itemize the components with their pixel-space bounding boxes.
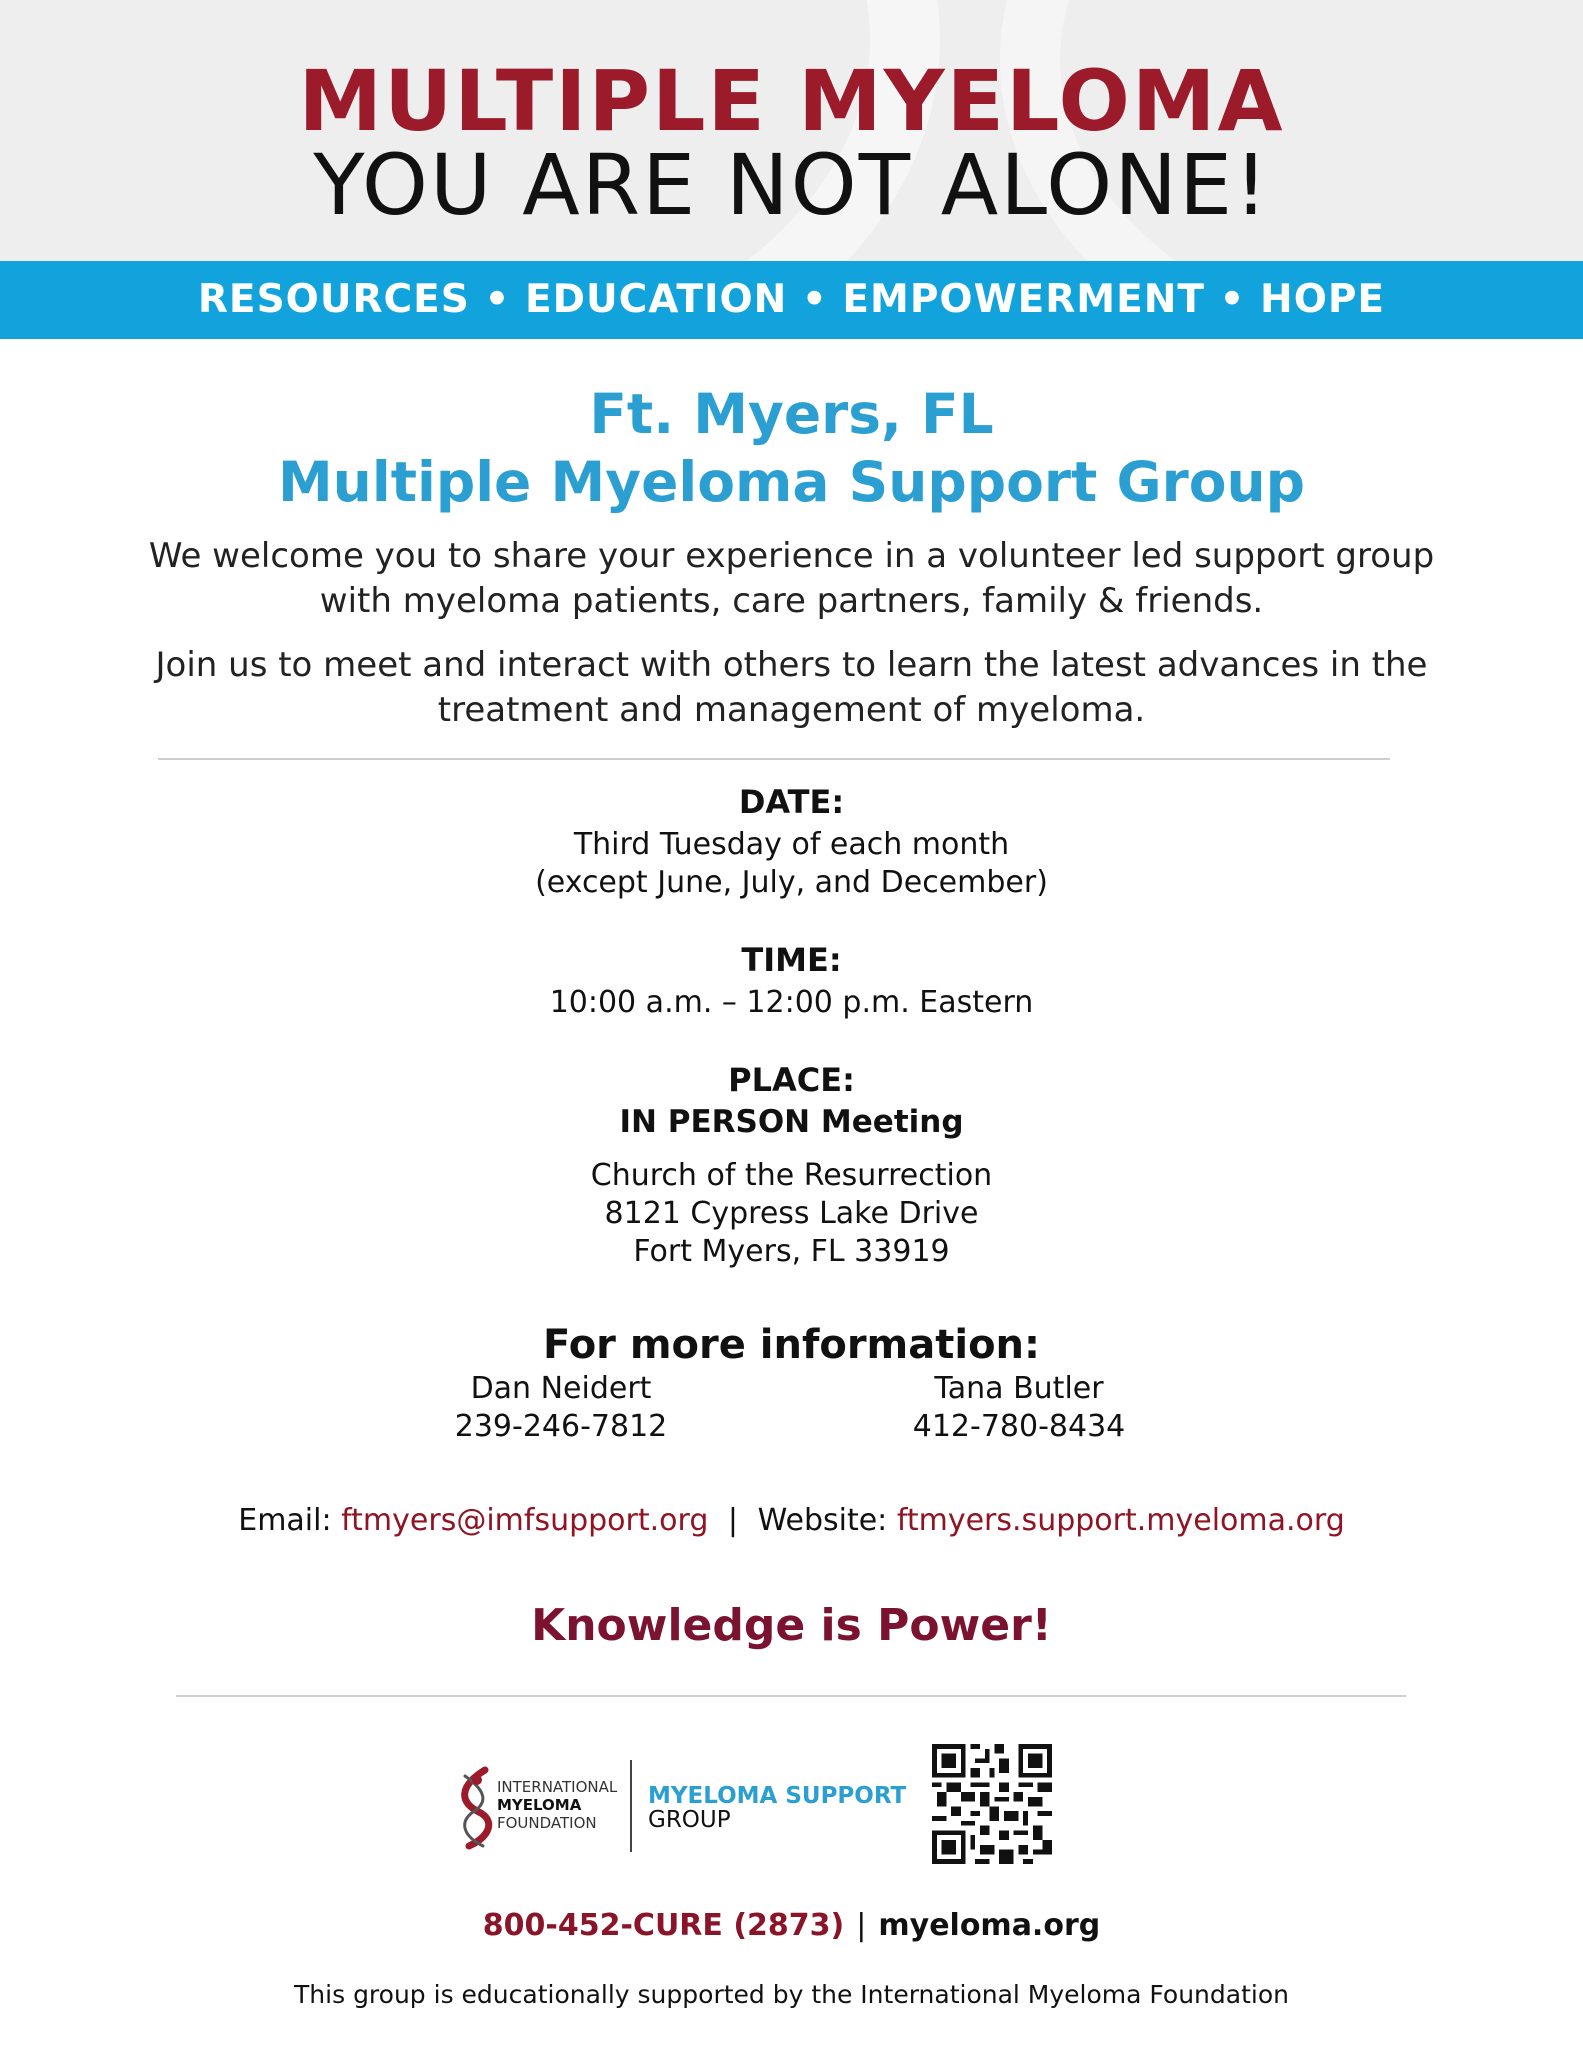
support-group-logo bbox=[648, 1784, 906, 1832]
welcome-line-2: with myeloma patients, care partners, family & friends. bbox=[319, 581, 1264, 621]
tagline-banner: RESOURCES • EDUCATION • EMPOWERMENT • HOPE bbox=[0, 261, 1583, 339]
welcome-line-1: We welcome you to share your experience in a volunteer led support group bbox=[148, 536, 1435, 576]
date-label: DATE: bbox=[738, 783, 845, 821]
divider bbox=[176, 1695, 1406, 1697]
email-label: Email: bbox=[238, 1503, 332, 1538]
hotline-phone[interactable]: 800-452-CURE (2873) bbox=[482, 1908, 845, 1943]
join-line-1: Join us to meet and interact with others to learn the latest advances in the bbox=[155, 645, 1428, 685]
msg-line-2: GROUP bbox=[648, 1807, 731, 1833]
welcome-paragraph bbox=[110, 534, 1473, 624]
website-label: Website: bbox=[757, 1503, 888, 1538]
imf-line-2: MYELOMA bbox=[497, 1796, 582, 1814]
join-line-2: treatment and management of myeloma. bbox=[437, 690, 1146, 730]
more-info-heading: For more information: bbox=[542, 1322, 1041, 1368]
support-disclaimer: This group is educationally supported by the International Myeloma Foundation bbox=[294, 1980, 1289, 2009]
date-value: Third Tuesday of each month bbox=[573, 827, 1010, 862]
email-link[interactable]: ftmyers@imfsupport.org bbox=[341, 1503, 709, 1538]
contact-card bbox=[361, 1370, 761, 1446]
divider-bar: | bbox=[856, 1908, 867, 1943]
email-website-line bbox=[0, 1503, 1583, 1538]
contact-phone[interactable]: 239-246-7812 bbox=[454, 1409, 668, 1444]
slogan: Knowledge is Power! bbox=[531, 1600, 1052, 1651]
contact-phone[interactable]: 412-780-8434 bbox=[912, 1409, 1126, 1444]
imf-line-1: INTERNATIONAL bbox=[497, 1778, 618, 1796]
join-paragraph bbox=[110, 643, 1473, 733]
group-name: Multiple Myeloma Support Group bbox=[277, 450, 1306, 514]
place-type: IN PERSON Meeting bbox=[619, 1104, 964, 1140]
imf-line-3: FOUNDATION bbox=[497, 1814, 597, 1832]
title-line-1: MULTIPLE MYELOMA bbox=[298, 52, 1285, 150]
divider-bar: | bbox=[727, 1503, 739, 1538]
contact-name: Dan Neidert bbox=[470, 1371, 652, 1406]
place-label: PLACE: bbox=[728, 1061, 855, 1099]
title-line-2: YOU ARE NOT ALONE! bbox=[313, 136, 1270, 234]
place-city: Fort Myers, FL 33919 bbox=[633, 1234, 950, 1269]
group-location: Ft. Myers, FL bbox=[589, 382, 994, 446]
imf-helix-logo-icon bbox=[455, 1766, 495, 1850]
time-label: TIME: bbox=[741, 941, 842, 979]
place-name: Church of the Resurrection bbox=[590, 1158, 993, 1193]
time-value: 10:00 a.m. – 12:00 p.m. Eastern bbox=[549, 985, 1034, 1020]
qr-code-icon[interactable] bbox=[932, 1744, 1052, 1864]
contact-name: Tana Butler bbox=[934, 1371, 1104, 1406]
place-street: 8121 Cypress Lake Drive bbox=[604, 1196, 979, 1231]
website-link[interactable]: ftmyers.support.myeloma.org bbox=[896, 1503, 1345, 1538]
contact-card bbox=[819, 1370, 1219, 1446]
logo-divider bbox=[630, 1760, 632, 1852]
date-note: (except June, July, and December) bbox=[535, 865, 1048, 900]
header bbox=[0, 0, 1583, 261]
myeloma-site-link[interactable]: myeloma.org bbox=[878, 1908, 1101, 1943]
hotline-line bbox=[0, 1908, 1583, 1943]
divider bbox=[158, 758, 1390, 760]
imf-logo-text bbox=[497, 1778, 617, 1832]
msg-line-1: MYELOMA SUPPORT bbox=[648, 1783, 907, 1809]
